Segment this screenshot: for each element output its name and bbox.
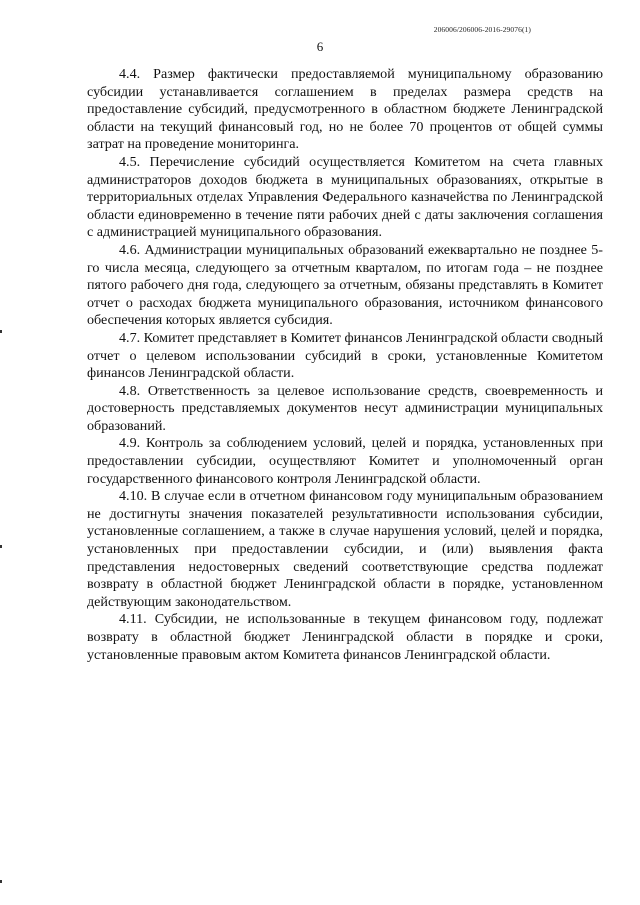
paragraph-4-4: 4.4. Размер фактически предоставляемой муниципальному образованию субсидии устанавливается соглашением в пределах размера средств на предоставление субсидий, предусмотренного в областном бюджете Ленинградской области на текущий финансовый год, но не более 70 процентов от общей суммы затрат на проведение мониторинга. — [87, 66, 603, 153]
paragraph-4-11: 4.11. Субсидии, не использованные в текущем финансовом году, подлежат возврату в областной бюджет Ленинградской области в порядке и сроки, установленные правовым актом Комитета финансов Ленинградской области. — [87, 611, 603, 663]
paragraph-4-6: 4.6. Администрации муниципальных образований ежеквартально не позднее 5-го числа месяца, следующего за отчетным кварталом, по итогам года – не позднее пятого рабочего дня года, следующего за отчетным, обязаны представлять в Комитет отчет о расходах бюджета муниципального образования, источником финансового обеспечения которых является субсидия. — [87, 241, 603, 329]
scan-edge-mark — [0, 330, 2, 333]
paragraph-4-5: 4.5. Перечисление субсидий осуществляется Комитетом на счета главных администраторов доходов бюджета в муниципальных образованиях, открытые в территориальных отделах Управления Федерального казначейства по Ленинградской области единовременно в течение пяти рабочих дней с даты заключения соглашения с администрацией муниципального образования. — [87, 153, 603, 241]
paragraph-4-7: 4.7. Комитет представляет в Комитет финансов Ленинградской области сводный отчет о целевом использовании субсидий в сроки, установленные Комитетом финансов Ленинградской области. — [87, 329, 603, 382]
scan-edge-mark — [0, 880, 2, 883]
paragraph-4-8: 4.8. Ответственность за целевое использование средств, своевременность и достоверность представляемых документов несут администрации муниципальных образований. — [87, 382, 603, 434]
paragraph-4-10: 4.10. В случае если в отчетном финансовом году муниципальным образованием не достигнуты значения показателей результативности использования субсидии, установленные соглашением, а также в случае нарушения условий, целей и порядка, установленных при предоставлении субсидии, и (или) выявления факта представления недостоверных сведений соответствующие средства подлежат возврату в областной бюджет Ленинградской области в порядке, установленном действующим законодательством. — [87, 488, 603, 610]
scan-edge-mark — [0, 545, 2, 548]
document-body — [87, 66, 603, 664]
document-id: 206006/206006-2016-29076(1) — [433, 25, 531, 34]
paragraph-4-9: 4.9. Контроль за соблюдением условий, целей и порядка, установленных при предоставлении субсидии, осуществляют Комитет и уполномоченный орган государственного финансового контроля Ленинградской области. — [87, 435, 603, 487]
page-number: 6 — [316, 39, 324, 54]
